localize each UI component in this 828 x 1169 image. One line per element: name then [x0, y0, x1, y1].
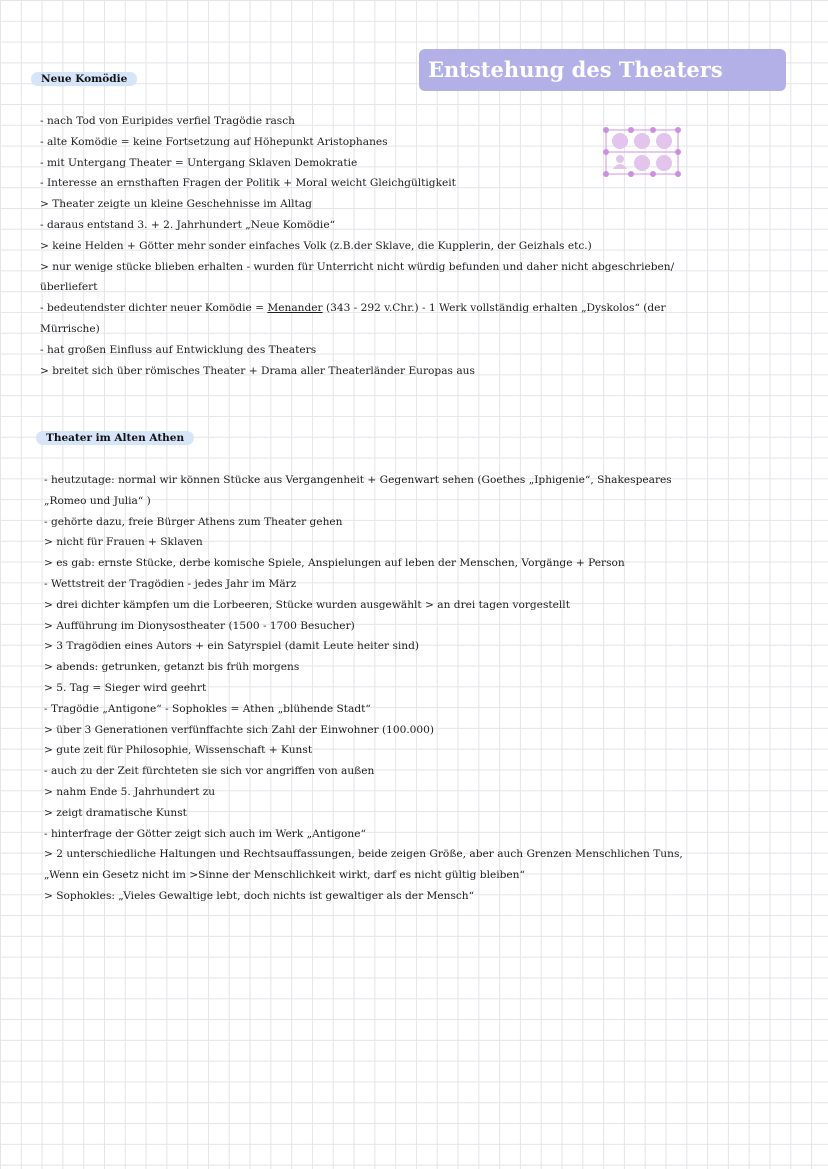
text-line: > es gab: ernste Stücke, derbe komische Spiele, Anspielungen auf leben der Menschen, Vorgänge + Person: [44, 557, 625, 570]
text-line: - daraus entstand 3. + 2. Jahrhundert „Neue Komödie“: [40, 218, 336, 231]
text-line: - Wettstreit der Tragödien - jedes Jahr im März: [44, 577, 297, 590]
text-line: - gehörte dazu, freie Bürger Athens zum Theater gehen: [44, 515, 343, 528]
text-line: - Interesse an ernsthaften Fragen der Politik + Moral weicht Gleichgültigkeit: [40, 177, 456, 190]
text-line: - Tragödie „Antigone“ - Sophokles = Athen „blühende Stadt“: [44, 702, 371, 715]
text-line: > nicht für Frauen + Sklaven: [44, 536, 203, 549]
text-line: > über 3 Generationen verfünffachte sich Zahl der Einwohner (100.000): [44, 723, 435, 736]
section-neue-komoedie: [40, 111, 780, 381]
text-line: - hat großen Einfluss auf Entwicklung des Theaters: [40, 343, 317, 356]
text-line: > drei dichter kämpfen um die Lorbeeren, Stücke wurden ausgewählt > an drei tagen vorgestellt: [44, 598, 570, 611]
text-line: > Sophokles: „Vieles Gewaltige lebt, doch nichts ist gewaltiger als der Mensch“: [44, 889, 475, 902]
text-line: Mürrische): [40, 322, 100, 335]
menander-line: [40, 298, 780, 319]
text-line: überliefert: [40, 281, 98, 294]
text-line: > nur wenige stücke blieben erhalten - wurden für Unterricht nicht würdig befunden und daher nicht abgeschrieben/: [40, 260, 675, 273]
section-theater-athen: [44, 470, 784, 907]
text-line: > 3 Tragödien eines Autors + ein Satyrspiel (damit Leute heiter sind): [44, 640, 420, 653]
section-label-theater-athen: Theater im Alten Athen: [36, 431, 194, 445]
text-line: > Theater zeigte un kleine Geschehnisse im Alltag: [40, 198, 312, 211]
text-line: - hinterfrage der Götter zeigt sich auch im Werk „Antigone“: [44, 827, 366, 840]
text-line: - nach Tod von Euripides verfiel Tragödie rasch: [40, 115, 295, 127]
section-label-neue-komoedie: Neue Komödie: [31, 72, 137, 86]
text-line: „Wenn ein Gesetz nicht im >Sinne der Menschlichkeit wirkt, darf es nicht gültig bleiben“: [44, 869, 525, 882]
text-line: - alte Komödie = keine Fortsetzung auf Höhepunkt Aristophanes: [40, 135, 388, 148]
text-line: „Romeo und Julia“ ): [44, 494, 151, 507]
text-line: > 5. Tag = Sieger wird geehrt: [44, 681, 207, 694]
menander-suffix: (343 - 292 v.Chr.) - 1 Werk vollständig erhalten „Dyskolos“ (der: [322, 302, 666, 315]
text-line: > abends: getrunken, getanzt bis früh morgens: [44, 661, 300, 674]
text-line: > zeigt dramatische Kunst: [44, 806, 187, 819]
text-line: - mit Untergang Theater = Untergang Sklaven Demokratie: [40, 156, 358, 169]
page-title: Entstehung des Theaters: [419, 49, 786, 91]
text-line: > nahm Ende 5. Jahrhundert zu: [44, 785, 216, 798]
text-line: > gute zeit für Philosophie, Wissenschaft + Kunst: [44, 744, 313, 757]
text-line: > breitet sich über römisches Theater + Drama aller Theaterländer Europas aus: [40, 364, 475, 377]
text-line: - auch zu der Zeit fürchteten sie sich vor angriffen von außen: [44, 765, 375, 778]
text-line: > keine Helden + Götter mehr sonder einfaches Volk (z.B.der Sklave, die Kupplerin, der Geizhals etc.): [40, 239, 592, 252]
text-line: > 2 unterschiedliche Haltungen und Rechtsauffassungen, beide zeigen Größe, aber auch Grenzen Menschlichen Tuns,: [44, 848, 683, 861]
text-line: - heutzutage: normal wir können Stücke aus Vergangenheit + Gegenwart sehen (Goethes „Iphigenie“, Shakespeares: [44, 474, 672, 486]
menander-prefix: - bedeutendster dichter neuer Komödie =: [40, 302, 268, 315]
text-line: > Aufführung im Dionysostheater (1500 - 1700 Besucher): [44, 619, 355, 632]
menander-name: Menander: [267, 302, 323, 315]
